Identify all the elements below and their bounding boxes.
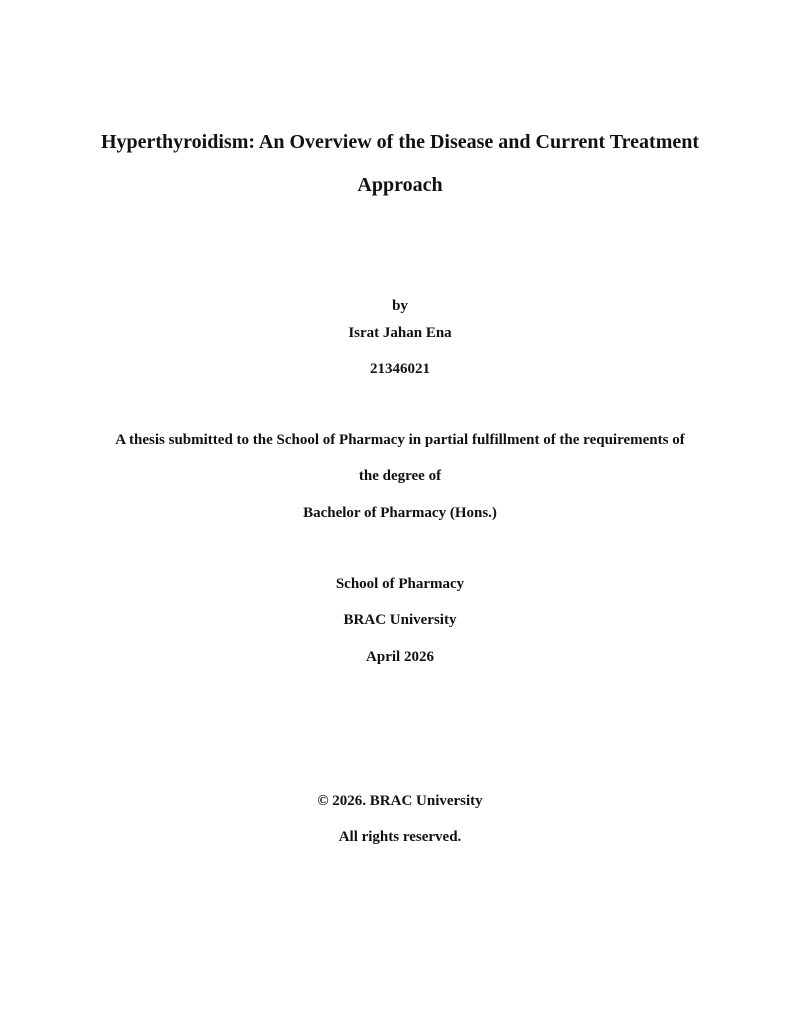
student-id: 21346021 <box>370 361 430 377</box>
university-name: BRAC University <box>343 612 457 628</box>
submission-statement-line-2: the degree of <box>358 468 442 484</box>
degree-name: Bachelor of Pharmacy (Hons.) <box>303 505 497 521</box>
rights-reserved: All rights reserved. <box>338 829 462 845</box>
by-label: by <box>392 298 408 314</box>
thesis-title-line-2: Approach <box>357 174 443 196</box>
copyright-notice: © 2026. BRAC University <box>317 793 483 809</box>
author-name: Israt Jahan Ena <box>348 325 452 341</box>
thesis-title-line-1: Hyperthyroidism: An Overview of the Disease and Current Treatment <box>100 131 700 153</box>
school-name: School of Pharmacy <box>335 576 465 592</box>
submission-date: April 2026 <box>366 649 434 665</box>
submission-statement-line-1: A thesis submitted to the School of Pharmacy in partial fulfillment of the requirements of <box>115 432 685 448</box>
